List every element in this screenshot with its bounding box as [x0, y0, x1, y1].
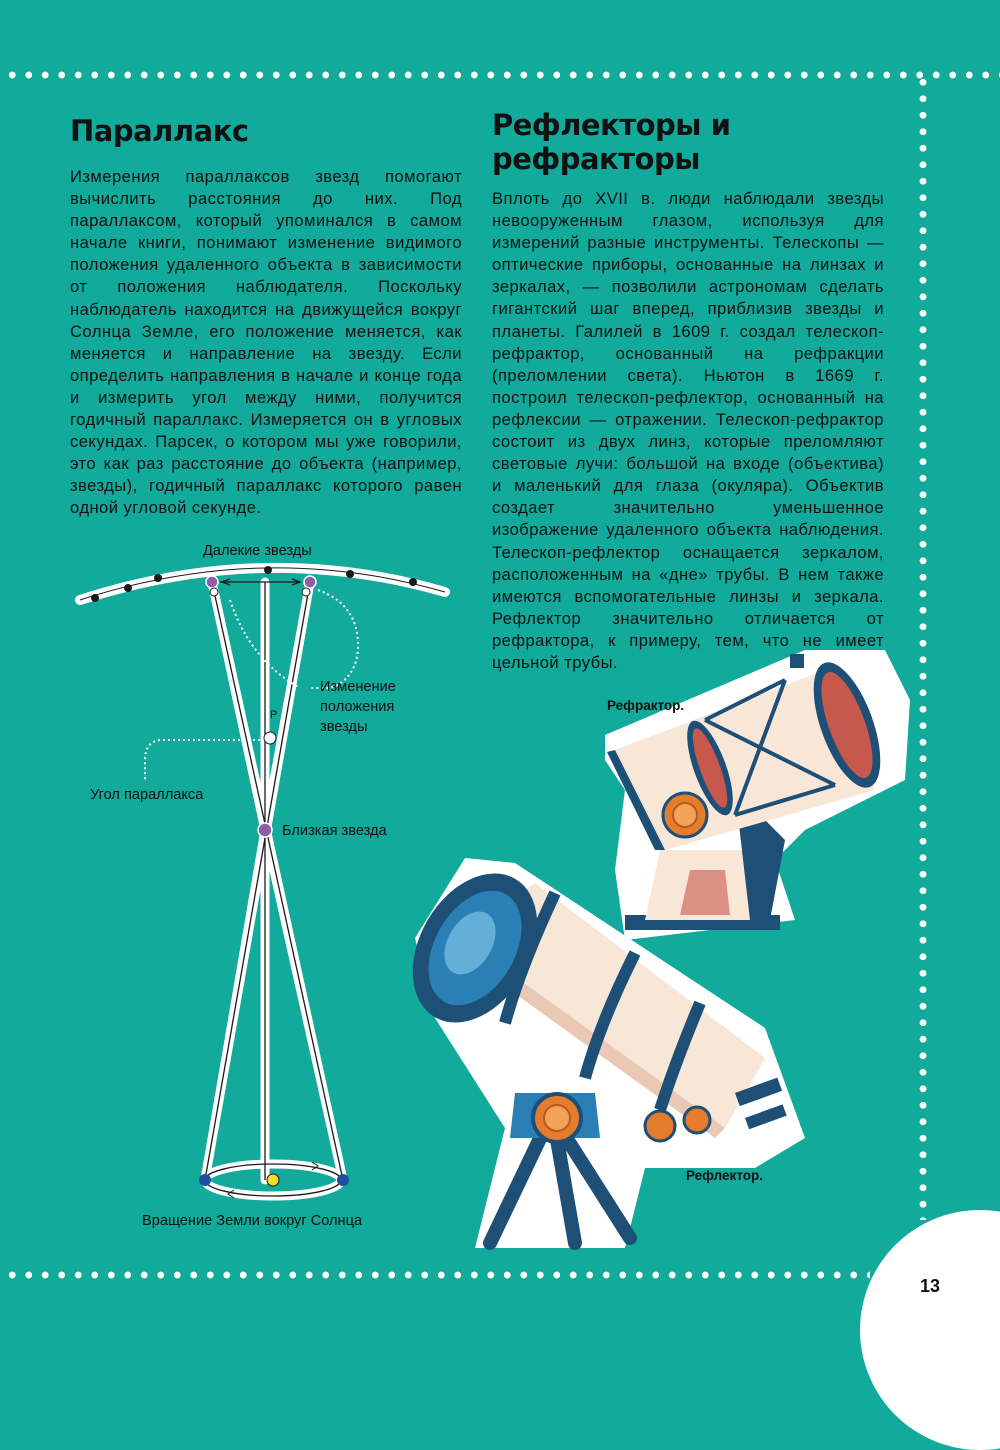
dotted-border-top: [0, 70, 1000, 80]
page-number: 13: [919, 1276, 941, 1296]
parallax-text: Измерения параллаксов звезд помогают вычислить расстояния до них. Под параллаксом, который упоминался в самом начале книги, понимают изменение видимого положения удаленного объекта в зависимости от положения наблюдателя. Поскольку наблюдатель находится на движущейся вокруг Солнца Земле, его положение меняется, как меняется и направление на звезду. Если определить направления в начале и конце года и измерить угол между ними, получится годичный параллакс. Измеряется он в угловых секундах. Парсек, о котором мы уже говорили, это как раз расстояние до объекта (например, звезды), годичный параллакс которого равен одной угловой секунде.: [70, 167, 462, 518]
dotted-border-right: [918, 70, 928, 1220]
section-title-telescopes: Рефлекторы и рефракторы: [492, 108, 731, 176]
star-shift-label-line3: звезды: [320, 719, 368, 735]
p-marker-label: P: [270, 709, 278, 721]
reflector-telescope-illustration: [395, 848, 815, 1258]
reflector-caption: Рефлектор.: [686, 1168, 763, 1183]
star-shift-label-line1: Изменение: [320, 679, 396, 695]
near-star-label: Близкая звезда: [282, 823, 387, 839]
reflector-telescope-drawing: [395, 848, 815, 1258]
earth-orbit-label: Вращение Земли вокруг Солнца: [142, 1213, 363, 1229]
star-shift-label-line2: положения: [320, 699, 395, 715]
parallax-angle-label: Угол параллакса: [90, 787, 204, 803]
dotted-border-bottom: [0, 1270, 870, 1280]
telescopes-text: Вплоть до XVII в. люди наблюдали звезды невооруженным глазом, используя для измерений разные инструменты. Телескопы — оптические приборы, основанные на линзах и зеркалах, — позволили астрономам сделать гигантский шаг вперед, приблизив звезды и планеты. Галилей в 1609 г. создал телескоп-рефрактор, основанный на рефракции (преломлении света). Ньютон в 1669 г. построил телескоп-рефлектор, основанный на рефлексии — отражении. Телескоп-рефрактор состоит из двух линз, которые преломляют световые лучи: большой на входе (объектива) и маленький для глаза (окуляра). Объектив создает значительно уменьшенное изображение удаленного объекта наблюдения. Телескоп-рефлектор оснащается зеркалом, расположенным на «дне» трубы. В нем также имеются вспомогательные линзы и зеркала. Рефлектор значительно отличается от рефрактора, к примеру, тем, что не имеет цельной трубы.: [492, 189, 884, 672]
page-number-badge: [860, 1210, 1000, 1450]
section-title-parallax: Параллакс: [70, 114, 249, 148]
far-stars-label: Далекие звезды: [203, 543, 312, 559]
refractor-caption: Рефрактор.: [607, 698, 685, 713]
